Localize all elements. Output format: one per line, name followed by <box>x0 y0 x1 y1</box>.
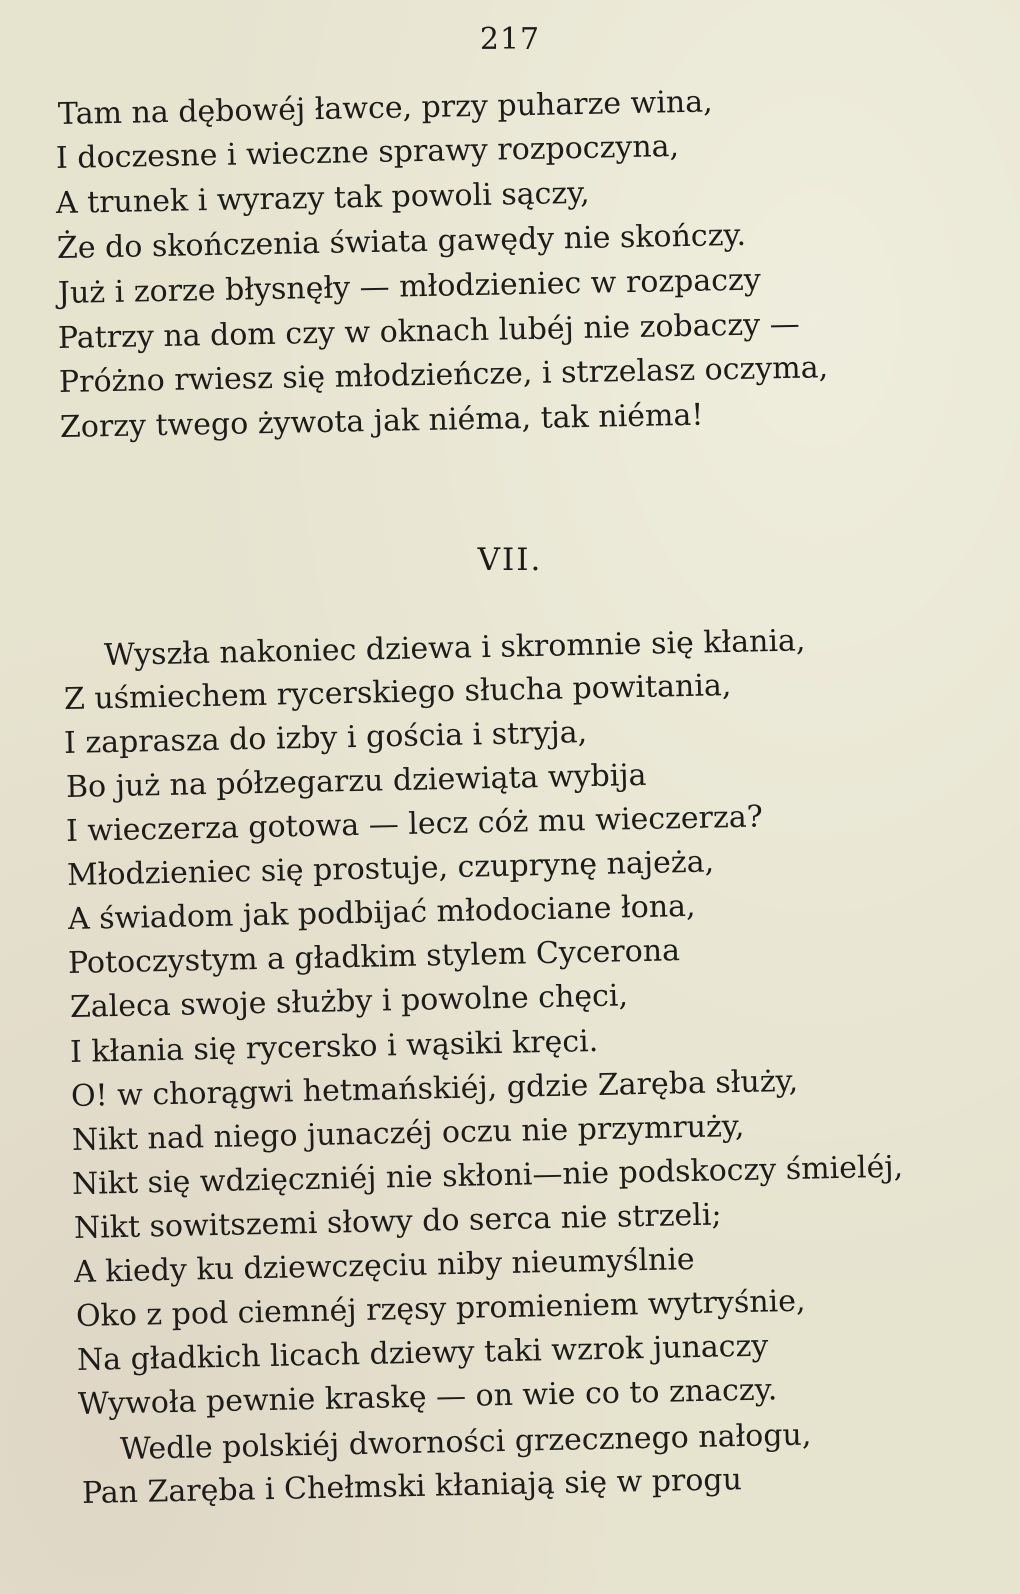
verse-line: Potoczystym a gładkim stylem Cycerona <box>67 933 681 981</box>
verse-line: Wywoła pewnie kraskę — on wie co to znaczy. <box>77 1372 778 1422</box>
verse-line: Zaleca swoje służby i powolne chęci, <box>69 978 629 1025</box>
verse-line: Wyszła nakoniec dziewa i skromnie się kłania, <box>103 623 806 673</box>
section-heading: VII. <box>477 542 543 578</box>
verse-line: Nikt sowitszemi słowy do serca nie strzeli; <box>73 1197 722 1246</box>
verse-line: Z uśmiechem rycerskiego słucha powitania, <box>63 668 732 717</box>
page-number: 217 <box>479 22 541 57</box>
verse-line: I zaprasza do izby i gościa i stryja, <box>63 715 588 761</box>
verse-line: I kłania się rycersko i wąsiki kręci. <box>69 1023 599 1070</box>
verse-line: Nikt się wdzięczniéj nie skłoni—nie podskoczy śmieléj, <box>71 1149 904 1202</box>
verse-line: Na gładkich licach dziewy taki wzrok junaczy <box>76 1328 769 1378</box>
verse-line: Próżno rwiesz się młodzieńcze, i strzelasz oczyma, <box>58 350 829 400</box>
verse-line: Patrzy na dom czy w oknach lubéj nie zobaczy — <box>57 306 800 356</box>
verse-line: Nikt nad niego junaczéj oczu nie przymruży, <box>71 1108 745 1158</box>
verse-line: Bo już na półzegarzu dziewiąta wybija <box>65 757 647 805</box>
verse-line: Wedle polskiéj dworności grzecznego nałogu, <box>119 1417 812 1467</box>
verse-line: O! w chorągwi hetmańskiéj, gdzie Zaręba służy, <box>70 1063 799 1114</box>
verse-line: Pan Zaręba i Chełmski kłaniają się w progu <box>81 1462 743 1511</box>
verse-line: Zorzy twego żywota jak niéma, tak niéma! <box>59 397 704 445</box>
verse-line: I wieczerza gotowa — lecz cóż mu wieczerza? <box>65 799 764 849</box>
verse-line: Oko z pod ciemnéj rzęsy promieniem wytryśnie, <box>75 1283 806 1334</box>
verse-line: Młodzieniec się prostuje, czuprynę najeża, <box>66 844 715 893</box>
verse-line: I doczesne i wieczne sprawy rozpoczyna, <box>55 129 680 176</box>
verse-line: Już i zorze błysnęły — młodzieniec w rozpaczy <box>57 262 762 311</box>
verse-line: A świadom jak podbijać młodociane łona, <box>67 888 696 937</box>
verse-line: Że do skończenia świata gawędy nie skończy. <box>56 217 747 266</box>
verse-line: A kiedy ku dziewczęciu niby nieumyślnie <box>73 1242 695 1290</box>
verse-line: A trunek i wyrazy tak powoli sączy, <box>55 175 590 221</box>
verse-line: Tam na dębowéj ławce, przy puharze wina, <box>57 84 713 132</box>
